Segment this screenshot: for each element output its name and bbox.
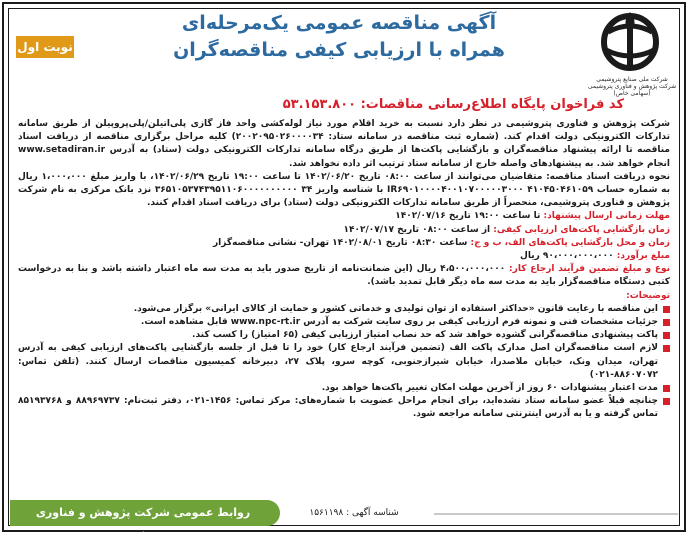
opening-quality-value: از ساعت ۰۸:۰۰ تاریخ ۱۴۰۲/۰۷/۱۷ xyxy=(343,224,491,235)
note-item xyxy=(18,316,670,329)
footer-divider xyxy=(434,513,678,515)
logo-company-line-2: شرکت پژوهش و فناوری پتروشیمی (سهامی خاص) xyxy=(587,83,677,97)
opening-abc-row xyxy=(18,237,670,250)
bullet-square-icon xyxy=(663,332,670,339)
estimate-label: مبلغ برآورد: xyxy=(616,251,670,262)
announcement-frame xyxy=(2,2,686,541)
estimate-value: ۹۰،۰۰۰،۰۰۰،۰۰۰ ریال xyxy=(520,251,614,262)
bullet-square-icon xyxy=(663,385,670,392)
note-item xyxy=(18,303,670,316)
announcement-body xyxy=(18,118,670,422)
note-text: پاکت پیشنهادی مناقصه‌گرانی گشوده خواهد شد که حد نصاب امتیاز ارزیابی کیفی (۶۵ امتیاز) را کسب کند. xyxy=(192,330,658,341)
first-turn-badge: نوبت اول xyxy=(16,36,74,58)
header xyxy=(4,4,684,98)
guarantee-row xyxy=(18,263,670,289)
deadline-label: مهلت زمانی ارسال پیشنهاد: xyxy=(543,211,670,222)
estimate-row xyxy=(18,250,670,263)
tender-code: کد فراخوان پایگاه اطلاع‌رسانی مناقصات: ۵۳.۱۵۳.۸۰۰ xyxy=(282,97,624,112)
note-text: این مناقصه با رعایت قانون «حداکثر استفاده از توان تولیدی و خدماتی کشور و حمایت از کالای ایرانی» برگزار می‌شود. xyxy=(133,303,658,314)
note-item xyxy=(18,395,670,421)
intro-paragraph: شرکت پژوهش و فناوری پتروشیمی در نظر دارد نسبت به خرید اقلام مورد نیاز لوله‌کشی واحد فاز گازی پلی‌اتیلن/پلی‌پروپیلن از طریق سامانه تدارکات الکترونیکی دولت اقدام کند. (شماره ثبت مناقصه در سامانه ستاد: ۲۰۰۲۰۹۵۰۲۶۰۰۰۰۳۴) کلیه مراحل برگزاری مناقصه از دریافت اسناد مناقصه تا ارائه پیشنهاد مناقصه‌گران و بازگشایی پاکت‌ها از طریق درگاه سامانه تدارکات الکترونیکی دولت (ستاد) به آدرس www.setadiran.ir انجام خواهد شد. به پیشنهادهای واصله خارج از سامانه ستاد ترتیب اثر داده نخواهد شد. xyxy=(18,119,670,169)
note-item xyxy=(18,329,670,342)
bullet-square-icon xyxy=(663,345,670,352)
opening-quality-row xyxy=(18,224,670,237)
opening-quality-label: زمان بازگشایی پاکت‌های ارزیابی کیفی: xyxy=(493,224,670,235)
notes-list xyxy=(18,303,670,422)
note-item xyxy=(18,382,670,395)
note-text: جزئیات مشخصات فنی و نمونه فرم ارزیابی کیفی بر روی سایت شرکت به آدرس www.npc-rt.ir قابل مشاهده است. xyxy=(140,317,658,328)
title-line-2: همراه با ارزیابی کیفی مناقصه‌گران xyxy=(173,39,505,61)
ad-id: شناسه آگهی : ۱۵۶۱۱۹۸ xyxy=(309,508,399,518)
note-item xyxy=(18,342,670,382)
note-text: لازم است مناقصه‌گران اصل مدارک پاکت الف (تضمین فرآیند ارجاع کار) خود را تا قبل از جلسه بازگشایی پاکت‌های ارزیابی کیفی به آدرس تهران، میدان ونک، خیابان ملاصدرا، خیابان شیرازجنوبی، کوچه سرو، پلاک ۲۷، دبیرخانه کمیسیون مناقصات ارسال کنند. (تلفن تماس: ۸۸۶۰۷۰۷۲-۰۲۱) xyxy=(18,343,658,380)
deadline-value: تا ساعت ۱۹:۰۰ تاریخ ۱۴۰۲/۰۷/۱۶ xyxy=(395,211,541,222)
footer-publisher: روابط عمومی شرکت پژوهش و فناوری پتروشیمی xyxy=(35,506,251,541)
note-text: چنانچه قبلاً عضو سامانه ستاد نشده‌اید، برای انجام مراحل عضویت با شماره‌های: مرکز تماس: ۱۴۵۶-۰۲۱، دفتر ثبت‌نام: ۸۸۹۶۹۷۳۷ و ۸۵۱۹۳۷۶۸ تماس گرفته و یا به آدرس اینترنتی سامانه مراجعه شود. xyxy=(18,396,658,420)
bullet-square-icon xyxy=(663,398,670,405)
deadline-row xyxy=(18,210,670,223)
logo-company-name xyxy=(584,76,680,97)
bullet-square-icon xyxy=(663,319,670,326)
receipt-paragraph: نحوه دریافت اسناد مناقصه: متقاضیان می‌توانند از ساعت ۰۸:۰۰ تاریخ ۱۴۰۲/۰۶/۲۰ تا ساعت ۱۹:۰۰ تاریخ ۱۴۰۲/۰۶/۲۹، با واریز مبلغ ۱،۰۰۰،۰۰۰ ریال به شماره حساب ۴۱۰۴۵۰۴۶۱۰۵۹ IR۶۹۰۱۰۰۰۰۴۰۰۱۰۷۰۰۰۰۰۳۰۰۰ با شناسه واریز ۳۴ ۳۶۵۱۰۵۳۷۴۳۹۵۱۱۰۶۰۰۰۰۰۰۰۰۰۰ نزد بانک مرکزی به نام شرکت پژوهش و فناوری پتروشیمی، منحصراً از طریق سامانه تدارکات الکترونیکی دولت (ستاد) برای دریافت اسناد اقدام کنند. xyxy=(18,171,670,209)
note-text: مدت اعتبار پیشنهادات ۶۰ روز از آخرین مهلت امکان تغییر پاکت‌ها خواهد بود. xyxy=(321,383,658,394)
title-line-1: آگهی مناقصه عمومی یک‌مرحله‌ای xyxy=(181,12,497,34)
petrochemical-logo-icon xyxy=(590,10,670,78)
bullet-square-icon xyxy=(663,306,670,313)
opening-abc-label: زمان و محل بازگشایی پاکت‌های الف، ب و ج: xyxy=(470,237,670,248)
opening-abc-value: ساعت ۰۸:۳۰ تاریخ ۱۴۰۲/۰۸/۰۱ تهران- نشانی مناقصه‌گزار xyxy=(212,237,468,248)
page-title xyxy=(104,10,574,64)
footer xyxy=(4,496,684,541)
notes-heading: توضیحات: xyxy=(626,290,670,301)
guarantee-value: ۴،۵۰۰،۰۰۰،۰۰۰ ریال (این ضمانت‌نامه از تاریخ صدور باید به مدت سه ماه اعتبار داشته باشد و بنا به درخواست کتبی دستگاه مناقصه‌گزار باید به مدت سه ماه دیگر قابل تمدید باشد). xyxy=(18,264,670,288)
guarantee-label: نوع و مبلغ تضمین فرآیند ارجاع کار: xyxy=(509,264,670,275)
logo-company-line-1: شرکت ملی صنایع پتروشیمی xyxy=(596,76,668,83)
